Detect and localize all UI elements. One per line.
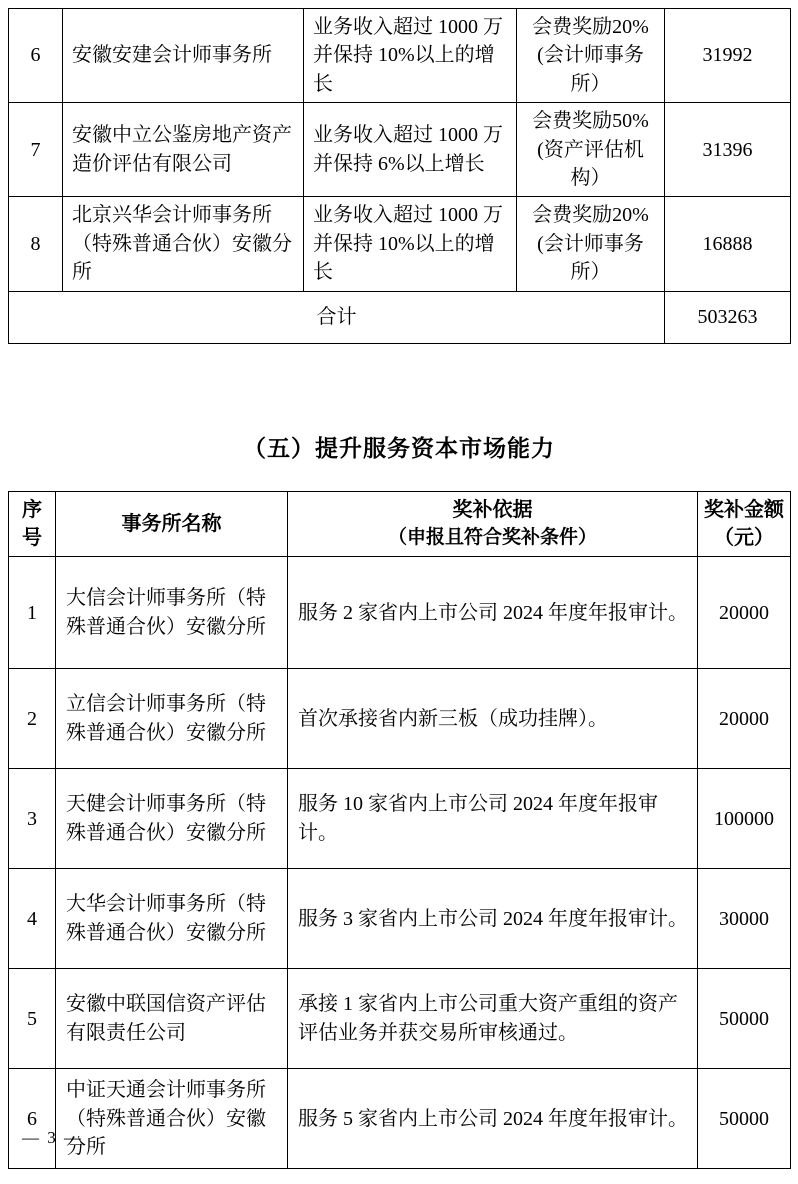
reward-type: 会费奖励20%(会计师事务所） [517,197,665,291]
reward-basis: 承接 1 家省内上市公司重大资产重组的资产评估业务并获交易所审核通过。 [288,969,698,1069]
table-row [9,869,791,969]
header-firm-name: 事务所名称 [56,491,288,557]
reward-amount: 20000 [698,669,791,769]
section-heading: （五）提升服务资本市场能力 [243,435,555,461]
reward-amount: 31396 [665,103,791,197]
reward-type: 会费奖励20%(会计师事务所） [517,9,665,103]
page-number: — 3 — [22,1128,83,1147]
reward-amount: 30000 [698,869,791,969]
reward-type: 会费奖励50%(资产评估机构） [517,103,665,197]
table-row [9,103,791,197]
row-number: 1 [9,557,56,669]
reward-amount: 50000 [698,969,791,1069]
header-row-number: 序号 [9,491,56,557]
row-number: 7 [9,103,63,197]
total-amount: 503263 [665,291,791,343]
firm-name: 大信会计师事务所（特殊普通合伙）安徽分所 [56,557,288,669]
reward-amount: 31992 [665,9,791,103]
firm-name: 天健会计师事务所（特殊普通合伙）安徽分所 [56,769,288,869]
reward-basis: 业务收入超过 1000 万并保持 6%以上增长 [304,103,517,197]
header-reward-basis-title: 奖补依据 [452,499,533,522]
row-number: 5 [9,969,56,1069]
reward-amount: 50000 [698,1069,791,1169]
total-label: 合计 [9,291,665,343]
table-row [9,557,791,669]
firm-name: 北京兴华会计师事务所（特殊普通合伙）安徽分所 [63,197,304,291]
reward-amount: 16888 [665,197,791,291]
reward-basis: 服务 10 家省内上市公司 2024 年度年报审计。 [288,769,698,869]
table-row [9,769,791,869]
firm-name: 大华会计师事务所（特殊普通合伙）安徽分所 [56,869,288,969]
row-number: 4 [9,869,56,969]
reward-amount: 100000 [698,769,791,869]
firm-name: 中证天通会计师事务所（特殊普通合伙）安徽分所 [56,1069,288,1169]
firm-name: 立信会计师事务所（特殊普通合伙）安徽分所 [56,669,288,769]
row-number: 3 [9,769,56,869]
table-row [9,669,791,769]
firm-name: 安徽安建会计师事务所 [63,9,304,103]
table-row [9,197,791,291]
reward-basis: 服务 5 家省内上市公司 2024 年度年报审计。 [288,1069,698,1169]
capital-market-table [8,491,791,1170]
reward-basis: 业务收入超过 1000 万并保持 10%以上的增长 [304,197,517,291]
row-number: 2 [9,669,56,769]
header-reward-amount: 奖补金额（元） [698,491,791,557]
reward-amount: 20000 [698,557,791,669]
firm-name: 安徽中立公鉴房地产资产造价评估有限公司 [63,103,304,197]
row-number: 6 [9,9,63,103]
table-header-row [9,491,791,557]
membership-reward-table [8,8,791,344]
firm-name: 安徽中联国信资产评估有限责任公司 [56,969,288,1069]
table-row [9,9,791,103]
table-row [9,1069,791,1169]
reward-basis: 业务收入超过 1000 万并保持 10%以上的增长 [304,9,517,103]
row-number: 8 [9,197,63,291]
header-reward-basis [288,491,698,557]
header-reward-basis-subtitle: （申报且符合奖补条件） [387,526,597,548]
total-row [9,291,791,343]
reward-basis: 服务 3 家省内上市公司 2024 年度年报审计。 [288,869,698,969]
row-number: 6 [9,1069,56,1169]
table-row [9,969,791,1069]
reward-basis: 首次承接省内新三板（成功挂牌）。 [288,669,698,769]
reward-basis: 服务 2 家省内上市公司 2024 年度年报审计。 [288,557,698,669]
